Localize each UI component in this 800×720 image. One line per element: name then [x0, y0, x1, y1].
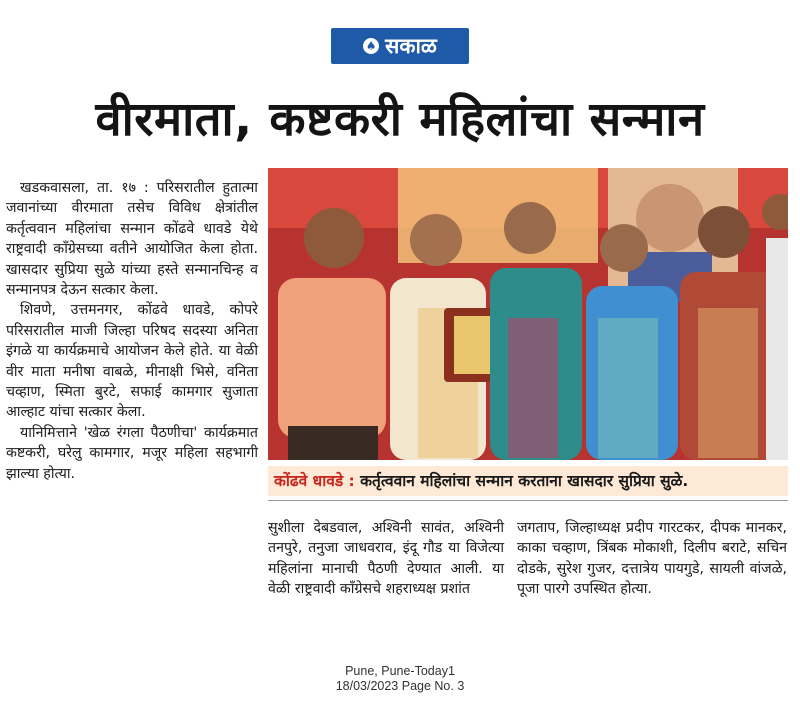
article-paragraph: जगताप, जिल्हाध्यक्ष प्रदीप गारटकर, दीपक मानकर, काका चव्हाण, त्रिंबक मोकाशी, दिलीप बराटे, सचिन दोडके, सुरेश गुजर, दत्तात्रेय पायगुडे, सायली वांजळे, पूजा पारगे उपस्थित होत्या. — [517, 520, 787, 598]
article-paragraph: यानिमित्ताने 'खेळ रंगला पैठणीचा' कार्यक्रमात कष्टकरी, घरेलु कामगार, मजूर महिला सहभागी झाल्या होत्या. — [6, 424, 258, 482]
caption-place: कोंढवे धावडे : — [274, 472, 355, 490]
newspaper-logo — [331, 28, 469, 64]
event-photo — [268, 168, 788, 460]
event-photo-illustration — [268, 168, 788, 460]
article-paragraph: खडकवासला, ता. १७ : परिसरातील हुतात्मा जवानांच्या वीरमाता तसेच विविध क्षेत्रांतील कर्तृत्ववान महिलांचा सन्मान कोंढवे धावडे येथे राष्ट्रवादी काँग्रेसच्या वतीने आयोजित केला होता. खासदार सुप्रिया सुळे यांच्या हस्ते सन्मानचिन्ह व सन्मानपत्र देऊन सत्कार केला. — [6, 180, 258, 299]
caption-text: कर्तृत्ववान महिलांचा सन्मान करताना खासदार सुप्रिया सुळे. — [360, 472, 689, 490]
headline: वीरमाता, कष्टकरी महिलांचा सन्मान — [95, 92, 705, 147]
article-paragraph: सुशीला देबडवाल, अश्विनी सावंत, अश्विनी तनपुरे, तनुजा जाधवराव, इंदू गौड या विजेत्या महिलांना मानाची पैठणी देण्यात आली. या वेळी राष्ट्रवादी काँग्रेसचे शहराध्यक्ष प्रशांत — [268, 520, 504, 598]
date-page: 18/03/2023 Page No. 3 — [335, 679, 465, 693]
article-column-left — [6, 178, 258, 484]
edition-name: Pune, Pune-Today1 — [345, 664, 455, 678]
logo-emblem-icon: ♠ — [363, 38, 379, 54]
article-column-middle — [268, 518, 504, 600]
caption-divider — [268, 500, 788, 501]
article-paragraph: शिवणे, उत्तमनगर, कोंढवे धावडे, कोपरे परिसरातील माजी जिल्हा परिषद सदस्या अनिता इंगळे या कार्यक्रमाचे आयोजन केले होते. या वेळी वीर माता मनीषा वाबळे, मीनाक्षी भिसे, वनिता चव्हाण, स्मिता बुरटे, सफाई कामगार सुजाता आल्हाट यांचा सत्कार केला. — [6, 302, 258, 421]
article-column-right — [517, 518, 787, 600]
edition-footer — [290, 664, 510, 694]
logo-text: सकाळ — [385, 33, 437, 58]
photo-caption — [268, 466, 788, 496]
